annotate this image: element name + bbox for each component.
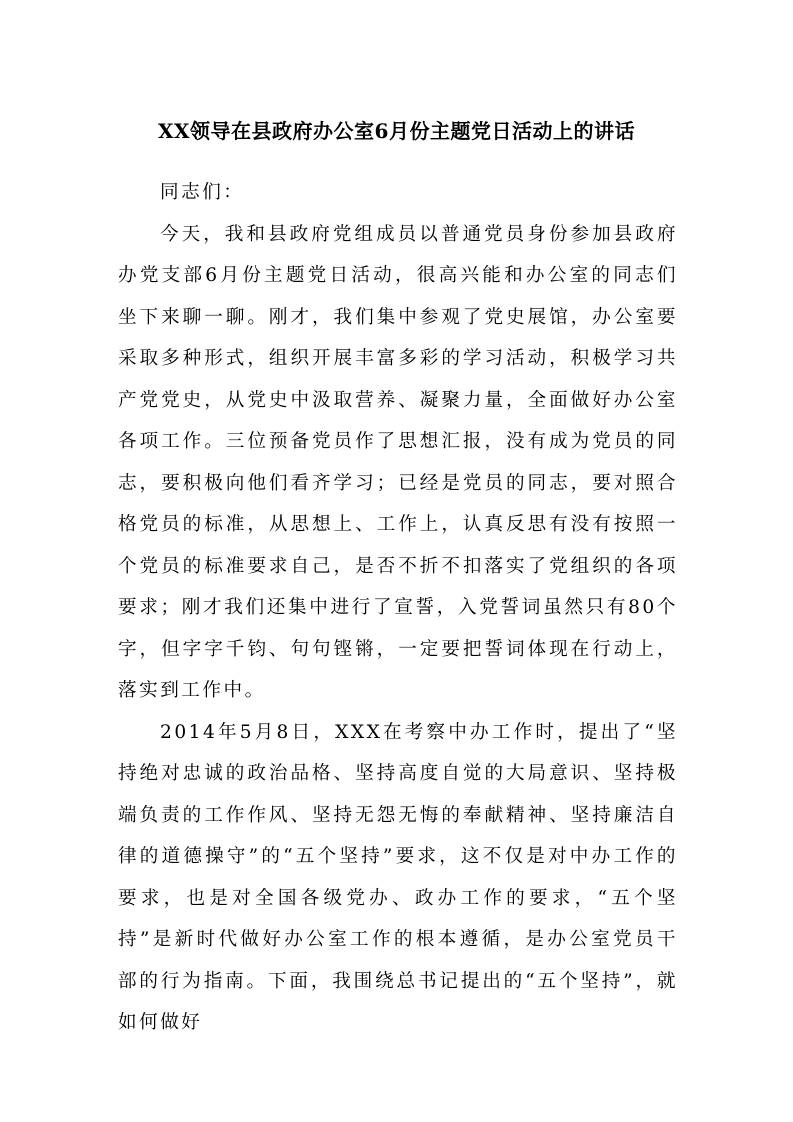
paragraph-1: 今天，我和县政府党组成员以普通党员身份参加县政府办党支部6月份主题党日活动，很高兴能和办公室的同志们坐下来聊一聊。刚才，我们集中参观了党史展馆，办公室要采取多种形式，组织开展丰富多彩的学习活动，积极学习共产党党史，从党史中汲取营养、凝聚力量，全面做好办公室各项工作。三位预备党员作了思想汇报，没有成为党员的同志，要积极向他们看齐学习；已经是党员的同志，要对照合格党员的标准，从思想上、工作上，认真反思有没有按照一个党员的标准要求自己，是否不折不扣落实了党组织的各项要求；刚才我们还集中进行了宣誓，入党誓词虽然只有80个字，但字字千钧、句句铿锵，一定要把誓词体现在行动上，落实到工作中。 xyxy=(118,223,678,701)
document-body xyxy=(118,172,678,1044)
document-title: XX领导在县政府办公室6月份主题党日活动上的讲话 xyxy=(158,119,635,143)
salutation: 同志们： xyxy=(160,182,245,203)
paragraph-2: 2014年5月8日，XXX在考察中办工作时，提出了“坚持绝对忠诚的政治品格、坚持高度自觉的大局意识、坚持极端负责的工作作风、坚持无怨无悔的奉献精神、坚持廉洁自律的道德操守”的“五个坚持”要求，这不仅是对中办工作的要求，也是对全国各级党办、政办工作的要求，“五个坚持”是新时代做好办公室工作的根本遵循，是办公室党员干部的行为指南。下面，我围绕总书记提出的“五个坚持”，就如何做好 xyxy=(118,721,678,1033)
